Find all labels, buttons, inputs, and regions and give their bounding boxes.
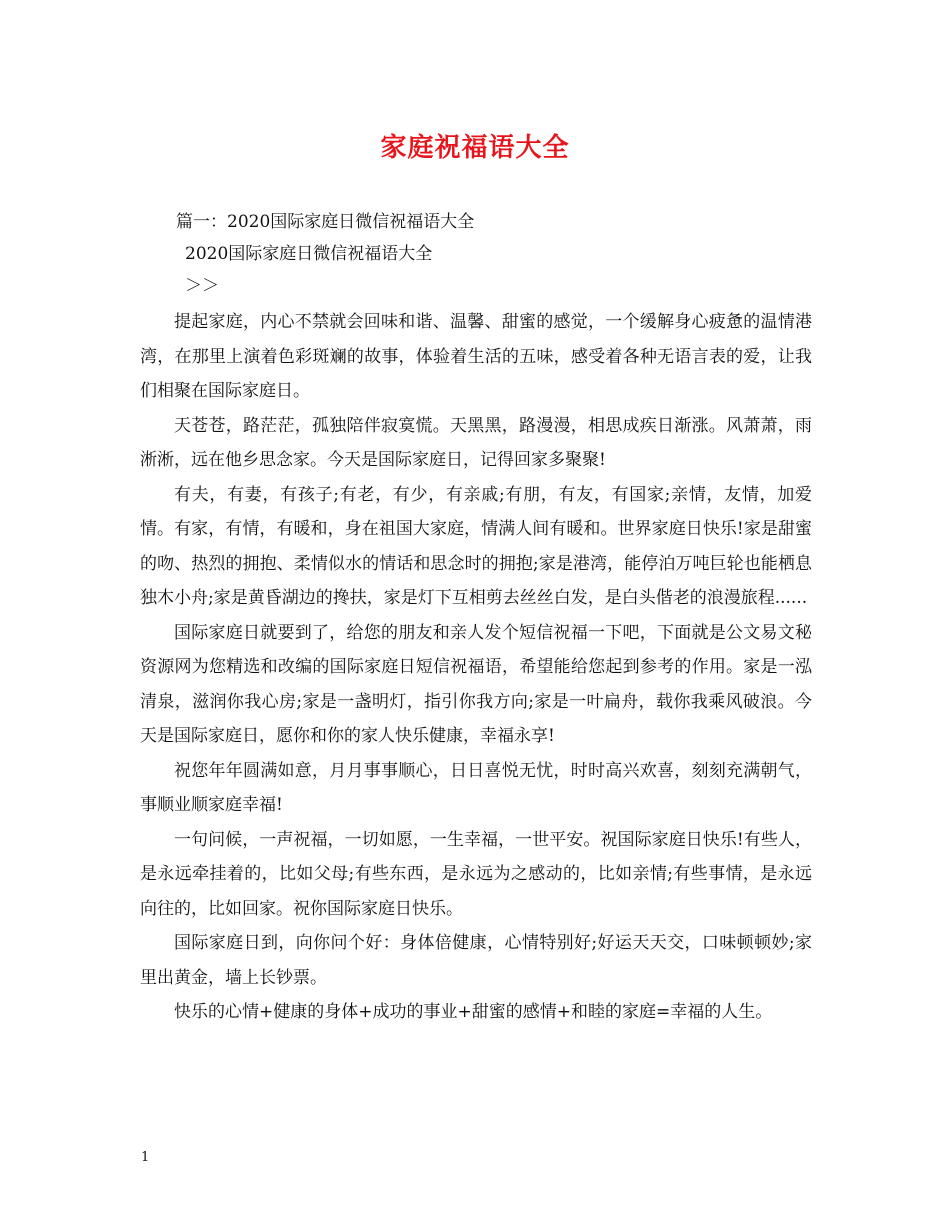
document-title: 家庭祝福语大全 [380,133,570,163]
arrow-marks: ＞＞ [185,276,219,296]
paragraph: 国际家庭日到，向你问个好：身体倍健康，心情特别好;好运天天交，口味顿顿妙;家里出黄金，墙上长钞票。 [140,933,812,988]
paragraph: 有夫，有妻，有孩子;有老，有少，有亲戚;有朋，有友，有国家;亲情，友情，加爱情。有家，有情，有暖和，身在祖国大家庭，情满人间有暖和。世界家庭日快乐!家是甜蜜的吻、热烈的拥抱、柔情似水的情话和思念时的拥抱;家是港湾，能停泊万吨巨轮也能栖息独木小舟;家是黄昏湖边的搀扶，家是灯下互相剪去丝丝白发，是白头偕老的浪漫旅程...... [140,484,812,608]
paragraph: 提起家庭，内心不禁就会回味和谐、温馨、甜蜜的感觉，一个缓解身心疲惫的温情港湾，在那里上演着色彩斑斓的故事，体验着生活的五味，感受着各种无语言表的爱，让我们相聚在国际家庭日。 [140,312,812,401]
paragraph: 一句问候，一声祝福，一切如愿，一生幸福，一世平安。祝国际家庭日快乐!有些人，是永远牵挂着的，比如父母;有些东西，是永远为之感动的，比如亲情;有些事情，是永远向往的，比如回家。祝你国际家庭日快乐。 [140,829,812,919]
page-number: 1 [141,1150,150,1165]
section-heading: 篇一：2020国际家庭日微信祝福语大全 [176,212,475,232]
paragraph: 国际家庭日就要到了，给您的朋友和亲人发个短信祝福一下吧，下面就是公文易文秘资源网为您精选和改编的国际家庭日短信祝福语，希望能给您起到参考的作用。家是一泓清泉，滋润你我心房;家是一盏明灯，指引你我方向;家是一叶扁舟，载你我乘风破浪。今天是国际家庭日，愿你和你的家人快乐健康，幸福永享! [140,622,812,746]
paragraph: 天苍苍，路茫茫，孤独陪伴寂寞慌。天黑黑，路漫漫，相思成疾日渐涨。风萧萧，雨淅淅，远在他乡思念家。今天是国际家庭日，记得回家多聚聚! [140,415,812,470]
paragraph: 快乐的心情+健康的身体+成功的事业+甜蜜的感情+和睦的家庭=幸福的人生。 [174,1002,773,1022]
sub-heading: 2020国际家庭日微信祝福语大全 [185,244,433,264]
document-body [140,305,812,1030]
paragraph: 祝您年年圆满如意，月月事事顺心，日日喜悦无忧，时时高兴欢喜，刻刻充满朝气，事顺业顺家庭幸福! [140,760,812,815]
